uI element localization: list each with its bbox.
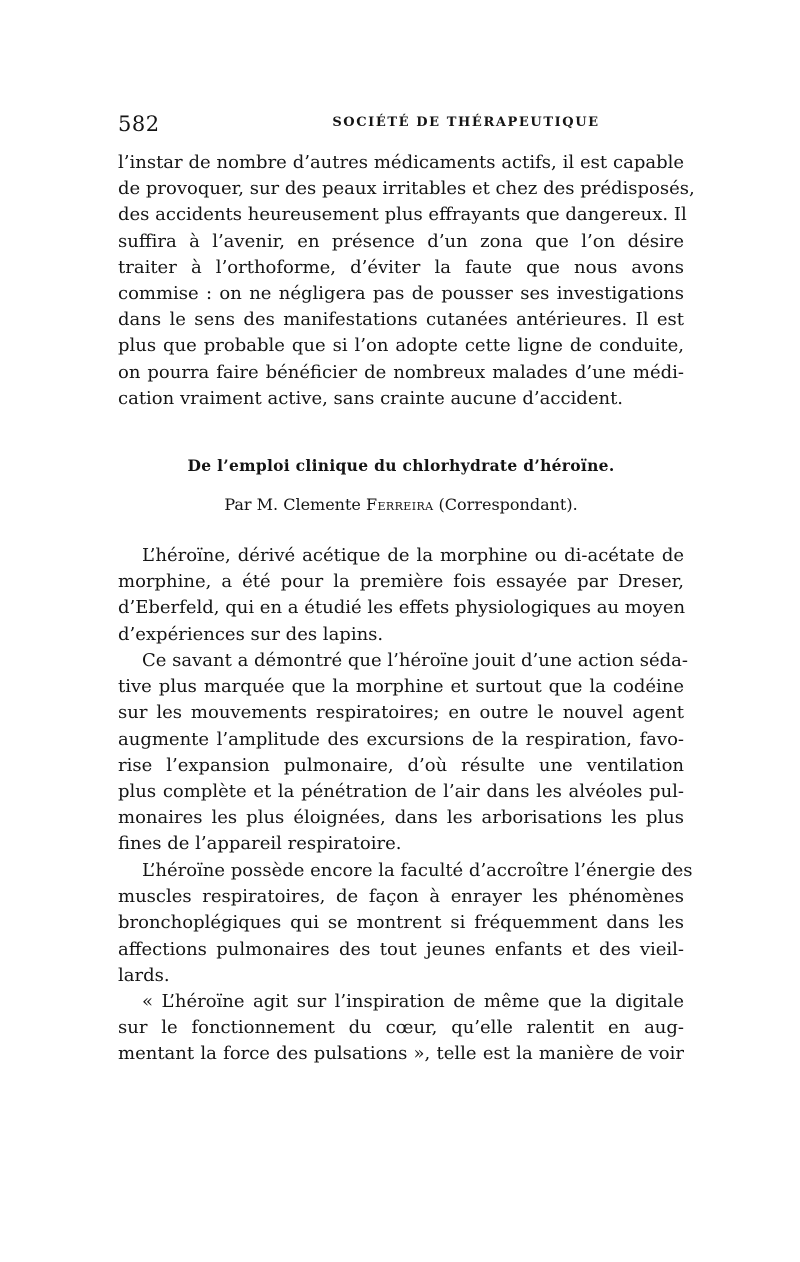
continuation-paragraph <box>118 150 695 412</box>
article-title: De l’emploi clinique du chlorhydrate d’héroïne. <box>187 456 615 475</box>
text-line: l’instar de nombre d’autres médicaments actifs, il est capable <box>118 152 684 173</box>
article-paragraph-3 <box>118 858 693 989</box>
text-line: d’expériences sur des lapins. <box>118 623 384 645</box>
text-line: plus que probable que si l’on adopte cette ligne de conduite, <box>118 335 684 357</box>
text-line: augmente l’amplitude des excursions de la respiration, favo- <box>118 728 684 750</box>
text-line: Ce savant a démontré que l’héroïne jouit d’une action séda- <box>142 650 688 671</box>
text-line: d’Eberfeld, qui en a étudié les effets physiologiques au moyen <box>118 597 686 619</box>
text-line: affections pulmonaires des tout jeunes enfants et des vieil- <box>118 938 684 960</box>
text-line: rise l’expansion pulmonaire, d’où résulte une ventilation <box>118 754 684 776</box>
text-line: « L’héroïne agit sur l’inspiration de même que la digitale <box>142 991 684 1012</box>
text-line: bronchoplégiques qui se montrent si fréquemment dans les <box>118 912 684 934</box>
text-line: plus complète et la pénétration de l’air dans les alvéoles pul- <box>118 781 684 803</box>
article-paragraph-1 <box>118 543 684 648</box>
text-line: suffira à l’avenir, en présence d’un zona que l’on désire <box>118 230 684 252</box>
text-line: des accidents heureusement plus effrayants que dangereux. Il <box>118 204 687 226</box>
text-line: L’héroïne, dérivé acétique de la morphine ou di-acétate de <box>142 545 684 566</box>
text-line: tive plus marquée que la morphine et surtout que la codéine <box>118 676 684 698</box>
text-line: on pourra faire bénéficier de nombreux malades d’une médi- <box>118 361 684 383</box>
text-line: morphine, a été pour la première fois essayée par Dreser, <box>118 571 684 593</box>
text-line: mentant la force des pulsations », telle est la manière de voir <box>118 1043 684 1065</box>
text-line: L’héroïne possède encore la faculté d’accroître l’énergie des <box>142 860 693 881</box>
text-line: lards. <box>118 964 170 986</box>
text-line: cation vraiment active, sans crainte aucune d’accident. <box>118 387 624 409</box>
text-line: muscles respiratoires, de façon à enrayer les phénomènes <box>118 886 684 908</box>
text-line: sur le fonctionnement du cœur, qu’elle ralentit en aug- <box>118 1017 684 1039</box>
text-line: monaires les plus éloignées, dans les arborisations les plus <box>118 807 684 829</box>
article-paragraph-4 <box>118 989 684 1068</box>
byline-author-name: Ferreira <box>365 495 434 514</box>
running-header <box>118 112 684 140</box>
text-line: fines de l’appareil respiratoire. <box>118 833 402 855</box>
byline-prefix: Par M. Clemente <box>224 495 366 514</box>
page-number: 582 <box>118 112 160 136</box>
text-line: traiter à l’orthoforme, d’éviter la faute que nous avons <box>118 256 684 278</box>
article-paragraph-2 <box>118 648 688 858</box>
text-line: commise : on ne négligera pas de pousser ses investigations <box>118 283 684 305</box>
text-line: de provoquer, sur des peaux irritables et chez des prédisposés, <box>118 178 695 200</box>
article-byline <box>118 495 684 514</box>
running-title: SOCIÉTÉ DE THÉRAPEUTIQUE <box>332 115 600 130</box>
text-line: dans le sens des manifestations cutanées antérieures. Il est <box>118 309 684 331</box>
text-line: sur les mouvements respiratoires; en outre le nouvel agent <box>118 702 684 724</box>
byline-suffix: (Correspondant). <box>433 495 578 514</box>
